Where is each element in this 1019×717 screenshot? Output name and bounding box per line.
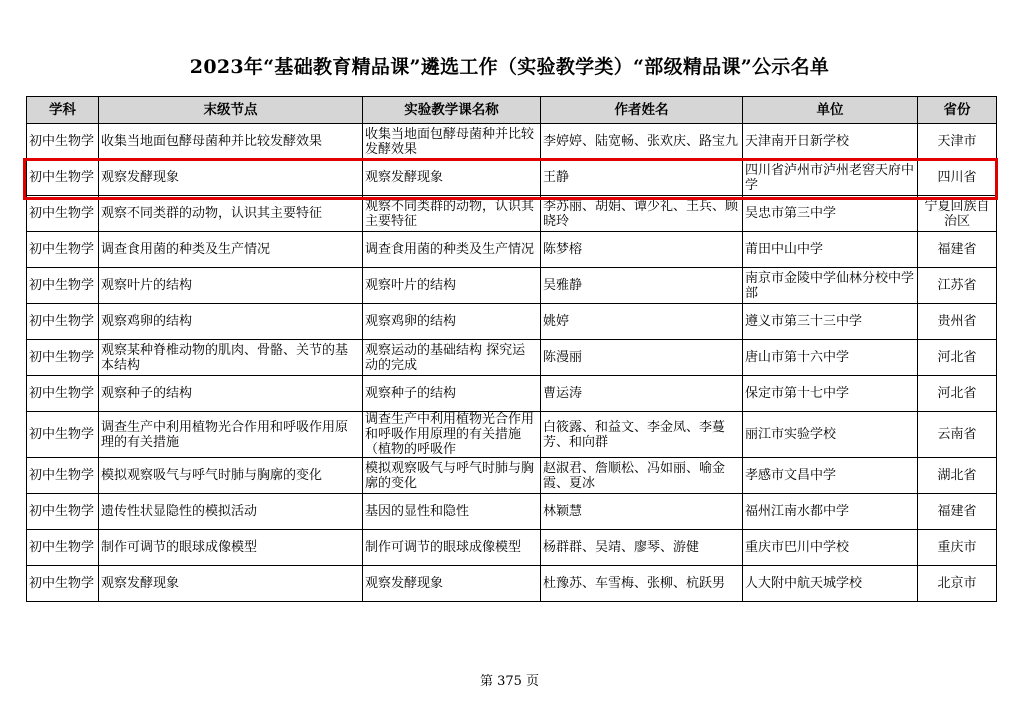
cell-unit: 唐山市第十六中学 <box>743 340 918 376</box>
cell-province: 福建省 <box>918 494 997 530</box>
cell-subject: 初中生物学 <box>27 160 99 196</box>
cell-node: 观察某种脊椎动物的肌肉、骨骼、关节的基本结构 <box>99 340 363 376</box>
cell-province: 江苏省 <box>918 268 997 304</box>
cell-course-name: 模拟观察吸气与呼气时肺与胸廓的变化 <box>363 458 541 494</box>
cell-node: 遗传性状显隐性的模拟活动 <box>99 494 363 530</box>
cell-authors: 陈梦榕 <box>541 232 743 268</box>
cell-subject: 初中生物学 <box>27 566 99 602</box>
cell-unit: 孝感市文昌中学 <box>743 458 918 494</box>
header-province: 省份 <box>918 97 997 124</box>
cell-subject: 初中生物学 <box>27 196 99 232</box>
header-authors: 作者姓名 <box>541 97 743 124</box>
cell-province: 四川省 <box>918 160 997 196</box>
cell-authors: 杜豫苏、车雪梅、张柳、杭跃男 <box>541 566 743 602</box>
cell-unit: 保定市第十七中学 <box>743 376 918 412</box>
cell-authors: 曹运涛 <box>541 376 743 412</box>
cell-province: 湖北省 <box>918 458 997 494</box>
cell-unit: 天津南开日新学校 <box>743 124 918 160</box>
cell-unit: 吴忠市第三中学 <box>743 196 918 232</box>
cell-authors: 白筱露、和益文、李金凤、李蔓芳、和向群 <box>541 412 743 458</box>
table-row <box>27 340 997 376</box>
cell-province: 天津市 <box>918 124 997 160</box>
cell-node: 观察发酵现象 <box>99 160 363 196</box>
cell-subject: 初中生物学 <box>27 376 99 412</box>
cell-subject: 初中生物学 <box>27 304 99 340</box>
cell-node: 观察叶片的结构 <box>99 268 363 304</box>
cell-unit: 遵义市第三十三中学 <box>743 304 918 340</box>
cell-province: 贵州省 <box>918 304 997 340</box>
cell-authors: 杨群群、吴靖、廖琴、游健 <box>541 530 743 566</box>
cell-node: 观察种子的结构 <box>99 376 363 412</box>
header-unit: 单位 <box>743 97 918 124</box>
cell-course-name: 收集当地面包酵母菌种并比较发酵效果 <box>363 124 541 160</box>
cell-province: 宁夏回族自治区 <box>918 196 997 232</box>
cell-authors: 林颖慧 <box>541 494 743 530</box>
cell-subject: 初中生物学 <box>27 340 99 376</box>
page-title: 2023年“基础教育精品课”遴选工作（实验教学类）“部级精品课”公示名单 <box>189 56 830 78</box>
cell-unit: 福州江南水都中学 <box>743 494 918 530</box>
cell-node: 收集当地面包酵母菌种并比较发酵效果 <box>99 124 363 160</box>
cell-course-name: 观察发酵现象 <box>363 566 541 602</box>
header-course-name: 实验教学课名称 <box>363 97 541 124</box>
table-row <box>27 458 997 494</box>
cell-node: 观察鸡卵的结构 <box>99 304 363 340</box>
table-row <box>27 304 997 340</box>
table-row <box>27 196 997 232</box>
cell-node: 制作可调节的眼球成像模型 <box>99 530 363 566</box>
page-number: 第 375 页 <box>479 674 540 689</box>
cell-authors: 陈漫丽 <box>541 340 743 376</box>
cell-authors: 李苏丽、胡娟、谭少礼、王兵、顾晓玲 <box>541 196 743 232</box>
table-header-row <box>27 97 997 124</box>
cell-authors: 吴雅静 <box>541 268 743 304</box>
cell-course-name: 观察发酵现象 <box>363 160 541 196</box>
cell-course-name: 调查食用菌的种类及生产情况 <box>363 232 541 268</box>
cell-unit: 莆田中山中学 <box>743 232 918 268</box>
cell-unit: 重庆市巴川中学校 <box>743 530 918 566</box>
cell-subject: 初中生物学 <box>27 268 99 304</box>
cell-subject: 初中生物学 <box>27 458 99 494</box>
cell-node: 模拟观察吸气与呼气时肺与胸廓的变化 <box>99 458 363 494</box>
cell-course-name: 观察叶片的结构 <box>363 268 541 304</box>
cell-node: 调查生产中利用植物光合作用和呼吸作用原理的有关措施 <box>99 412 363 458</box>
cell-course-name: 观察运动的基础结构 探究运动的完成 <box>363 340 541 376</box>
table-row <box>27 412 997 458</box>
table-row <box>27 530 997 566</box>
cell-subject: 初中生物学 <box>27 124 99 160</box>
cell-course-name: 调查生产中利用植物光合作用和呼吸作用原理的有关措施（植物的呼吸作 <box>363 412 541 458</box>
table-row <box>27 376 997 412</box>
cell-authors: 姚婷 <box>541 304 743 340</box>
cell-province: 福建省 <box>918 232 997 268</box>
cell-unit: 四川省泸州市泸州老窖天府中学 <box>743 160 918 196</box>
cell-authors: 王静 <box>541 160 743 196</box>
cell-province: 云南省 <box>918 412 997 458</box>
cell-province: 河北省 <box>918 376 997 412</box>
cell-subject: 初中生物学 <box>27 530 99 566</box>
cell-course-name: 观察不同类群的动物，认识其主要特征 <box>363 196 541 232</box>
cell-unit: 丽江市实验学校 <box>743 412 918 458</box>
cell-unit: 南京市金陵中学仙林分校中学部 <box>743 268 918 304</box>
table-row <box>27 160 997 196</box>
cell-subject: 初中生物学 <box>27 494 99 530</box>
cell-authors: 赵淑君、詹顺松、冯如丽、喻金霞、夏冰 <box>541 458 743 494</box>
table-row <box>27 232 997 268</box>
table-row <box>27 268 997 304</box>
header-subject: 学科 <box>27 97 99 124</box>
cell-province: 北京市 <box>918 566 997 602</box>
cell-node: 观察不同类群的动物，认识其主要特征 <box>99 196 363 232</box>
cell-node: 观察发酵现象 <box>99 566 363 602</box>
table-row <box>27 124 997 160</box>
cell-unit: 人大附中航天城学校 <box>743 566 918 602</box>
results-table <box>26 96 997 602</box>
table-row <box>27 566 997 602</box>
cell-province: 河北省 <box>918 340 997 376</box>
cell-course-name: 制作可调节的眼球成像模型 <box>363 530 541 566</box>
cell-course-name: 观察鸡卵的结构 <box>363 304 541 340</box>
cell-course-name: 观察种子的结构 <box>363 376 541 412</box>
cell-province: 重庆市 <box>918 530 997 566</box>
header-node: 末级节点 <box>99 97 363 124</box>
cell-subject: 初中生物学 <box>27 232 99 268</box>
table-row <box>27 494 997 530</box>
cell-authors: 李婷婷、陆宽畅、张欢庆、路宝九 <box>541 124 743 160</box>
cell-subject: 初中生物学 <box>27 412 99 458</box>
cell-node: 调查食用菌的种类及生产情况 <box>99 232 363 268</box>
cell-course-name: 基因的显性和隐性 <box>363 494 541 530</box>
